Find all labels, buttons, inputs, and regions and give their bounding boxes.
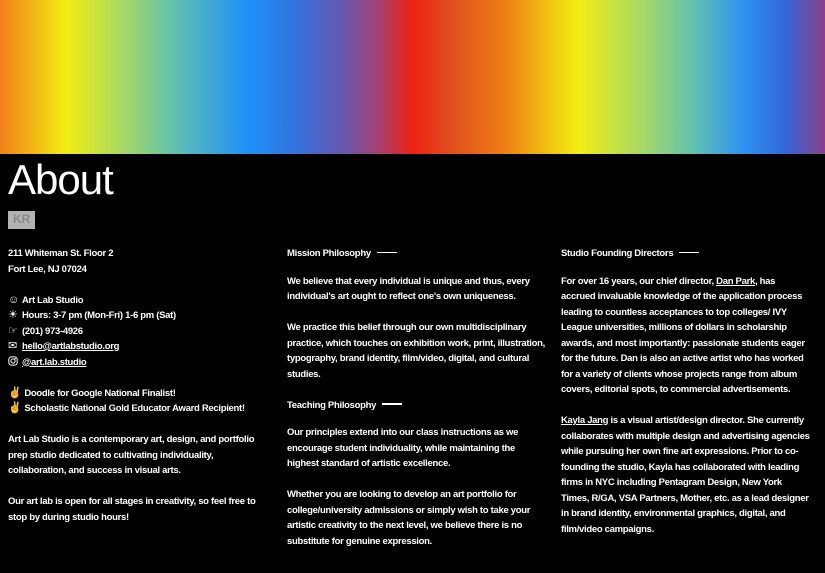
link-dan-park[interactable]: Dan Park,	[716, 275, 758, 287]
contact-item-label: Art Lab Studio	[22, 294, 84, 306]
award-item	[8, 386, 271, 402]
section-heading-label: Studio Founding Directors	[561, 248, 674, 259]
address-block	[8, 246, 271, 277]
section-heading-label: Teaching Philosophy	[287, 399, 377, 411]
award-item-label: Doodle for Google National Finalist!	[22, 387, 176, 399]
rainbow-gradient-banner	[0, 0, 825, 154]
envelope-icon: ✉	[8, 340, 18, 352]
contact-item-art	[8, 293, 271, 309]
smiley-icon: ☺	[8, 293, 20, 306]
contact-item-hours	[8, 308, 271, 324]
contact-item-hello-artlabstudio-org[interactable]	[8, 339, 271, 355]
award-item-label: Scholastic National Gold Educator Award Recipient!	[22, 403, 245, 414]
column-directors	[561, 246, 811, 565]
heading-dash	[679, 252, 699, 254]
three-column-layout	[8, 246, 825, 565]
paragraph: We believe that every individual is unique and thus, every individual's art ought to reflect one's own uniqueness.	[287, 275, 530, 302]
awards-block	[8, 386, 271, 417]
pointing-hand-icon: ☞	[8, 324, 18, 337]
section-heading	[287, 398, 545, 414]
about-page-content	[0, 156, 825, 565]
column-philosophy	[287, 246, 545, 565]
page-title: About	[8, 156, 113, 203]
paragraph: Whether you are looking to develop an art portfolio for college/university admissions or simply wish to take your artistic creativity to the next level, we believe there is no substitute for genuine expression.	[287, 489, 531, 547]
paragraph: We practice this belief through our own multidisciplinary practice, which touches on exhibition work, print, illustration, typography, brand identity, film/video, digital, and cultural studies.	[287, 322, 545, 380]
paragraph: Our art lab is open for all stages in creativity, so feel free to stop by during studio hours!	[8, 496, 256, 523]
address-line: 211 Whiteman St. Floor 2	[8, 248, 114, 259]
link-art-lab-studio[interactable]: @art.lab.studio	[22, 356, 87, 368]
victory-hand-icon: ✌	[8, 402, 22, 414]
contact-item-art-lab-studio[interactable]	[8, 355, 271, 371]
contact-item-201	[8, 324, 271, 340]
heading-dash	[382, 403, 402, 405]
link-hello-artlabstudio-org[interactable]: hello@artlabstudio.org	[22, 341, 120, 352]
link-kayla-jang[interactable]: Kayla Jang	[561, 415, 609, 426]
paragraph: Kayla Jang is a visual artist/design director. She currently collaborates with multiple design and advertising agencies while pursuing her own fine art expressions. Prior to co-founding the studio, Kayla has collaborated with leading firms in NYC including Pentagram Design, New York Times, R/GA, VSA Partners, Mother, etc. as a lead designer in brand identity, environmental graphics, digital, and film/video campaigns.	[561, 415, 810, 535]
address-line: Fort Lee, NJ 07024	[8, 263, 87, 275]
contact-list	[8, 293, 271, 371]
paragraph: Our principles extend into our class instructions as we encourage student individuality, while maintaining the highest standard of artistic excellence.	[287, 427, 519, 469]
section-heading-label: Mission Philosophy	[287, 248, 371, 259]
section-heading	[561, 246, 811, 262]
heading-dash	[377, 252, 397, 254]
language-badge-kr[interactable]: KR	[8, 211, 35, 229]
contact-item-label: (201) 973-4926	[22, 325, 83, 337]
paragraph: Art Lab Studio is a contemporary art, design, and portfolio prep studio dedicated to cultivating individuality, collaboration, and success in visual arts.	[8, 434, 255, 476]
contact-item-label: Hours: 3-7 pm (Mon-Fri) 1-6 pm (Sat)	[22, 310, 176, 321]
column-studio-info	[8, 246, 271, 565]
sun-icon: ☀	[8, 309, 18, 321]
victory-hand-icon: ✌	[8, 386, 22, 399]
instagram-icon	[8, 355, 22, 371]
section-heading	[287, 246, 545, 262]
paragraph: For over 16 years, our chief director, Dan Park, has accrued invaluable knowledge of the application process leading to countless acceptances to top colleges/ IVY League universities, millions of dollars in scholarship awards, and most importantly: passionate students eager for the future. Dan is also an active artist who has worked for a variety of clients whose projects range from album covers, editorial spots, to commercial advertisements.	[561, 275, 805, 395]
award-item	[8, 401, 271, 417]
